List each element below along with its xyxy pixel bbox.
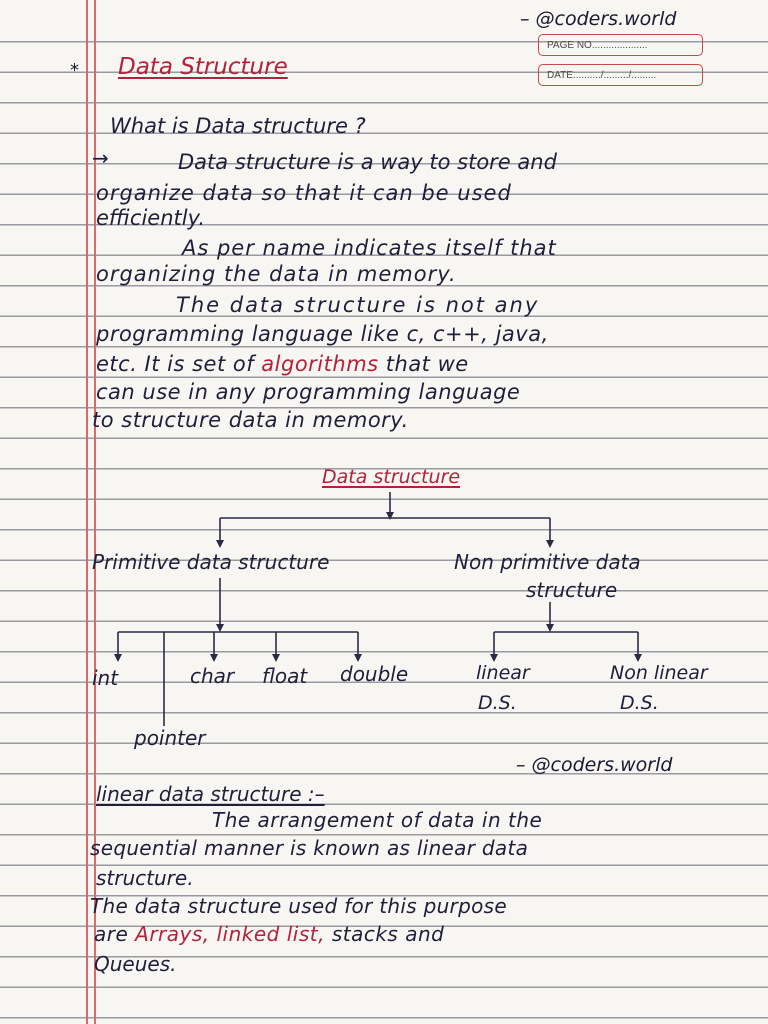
def-line-9: can use in any programming language <box>96 380 521 404</box>
tree-root-label: Data structure <box>322 466 461 488</box>
arrowhead-left <box>216 540 224 548</box>
def-line-3: efficiently. <box>96 206 206 230</box>
def-line-6: The data structure is not any <box>176 293 540 317</box>
arrowhead-linear <box>490 654 498 662</box>
arrowhead-nonprimitive <box>546 624 554 632</box>
leaf-nonlinear-1: Non linear <box>610 662 708 684</box>
leaf-float: float <box>262 664 308 688</box>
arrowhead-right <box>546 540 554 548</box>
bullet-arrow: → <box>92 146 109 170</box>
linear-line-5: are Arrays, linked list, stacks and <box>94 922 445 946</box>
tree-nonprimitive-label-1: Non primitive data <box>454 550 641 574</box>
date-dots: ........./........./......... <box>575 70 657 81</box>
linear-heading: linear data structure :– <box>96 782 325 806</box>
arrowhead-nonlinear <box>634 654 642 662</box>
def-line-2: organize data so that it can be used <box>96 181 512 205</box>
page-no-label: PAGE NO. <box>547 40 595 51</box>
linear-examples: Arrays, linked list, <box>135 922 325 946</box>
arrowhead-char <box>210 654 218 662</box>
leaf-int: int <box>92 666 119 690</box>
leaf-char: char <box>190 664 235 688</box>
leaf-nonlinear-2: D.S. <box>620 692 659 714</box>
def-line-5: organizing the data in memory. <box>96 262 457 286</box>
linear-line-6: Queues. <box>94 952 177 976</box>
highlight-algorithms: algorithms <box>261 352 379 376</box>
tree-primitive-label: Primitive data structure <box>92 550 330 574</box>
def-line-4: As per name indicates itself that <box>182 236 557 260</box>
def-line-1: Data structure is a way to store and <box>178 150 557 174</box>
date-label: DATE. <box>547 70 576 81</box>
arrowhead-int <box>114 654 122 662</box>
author-handle-2: – @coders.world <box>516 754 673 776</box>
page-no-dots: ................... <box>594 40 648 51</box>
arrowhead-float <box>272 654 280 662</box>
arrowhead-double <box>354 654 362 662</box>
tree-nonprimitive-label-2: structure <box>526 578 618 602</box>
linear-line-3: structure. <box>96 866 194 890</box>
def-line-8: etc. It is set of algorithms that we <box>96 352 469 376</box>
question-heading: What is Data structure ? <box>110 114 366 138</box>
linear-line-2: sequential manner is known as linear data <box>90 836 529 860</box>
linear-line-1: The arrangement of data in the <box>212 808 543 832</box>
def-line-10: to structure data in memory. <box>92 408 409 432</box>
author-handle: – @coders.world <box>520 8 677 30</box>
linear-line-4: The data structure used for this purpose <box>90 894 507 918</box>
title-star: * <box>70 60 79 81</box>
arrowhead-primitive <box>216 624 224 632</box>
leaf-linear-1: linear <box>476 662 530 684</box>
def-line-7: programming language like c, c++, java, <box>96 322 549 346</box>
leaf-pointer: pointer <box>134 726 206 750</box>
leaf-double: double <box>340 662 409 686</box>
leaf-linear-2: D.S. <box>478 692 517 714</box>
page-title: Data Structure <box>118 54 288 80</box>
